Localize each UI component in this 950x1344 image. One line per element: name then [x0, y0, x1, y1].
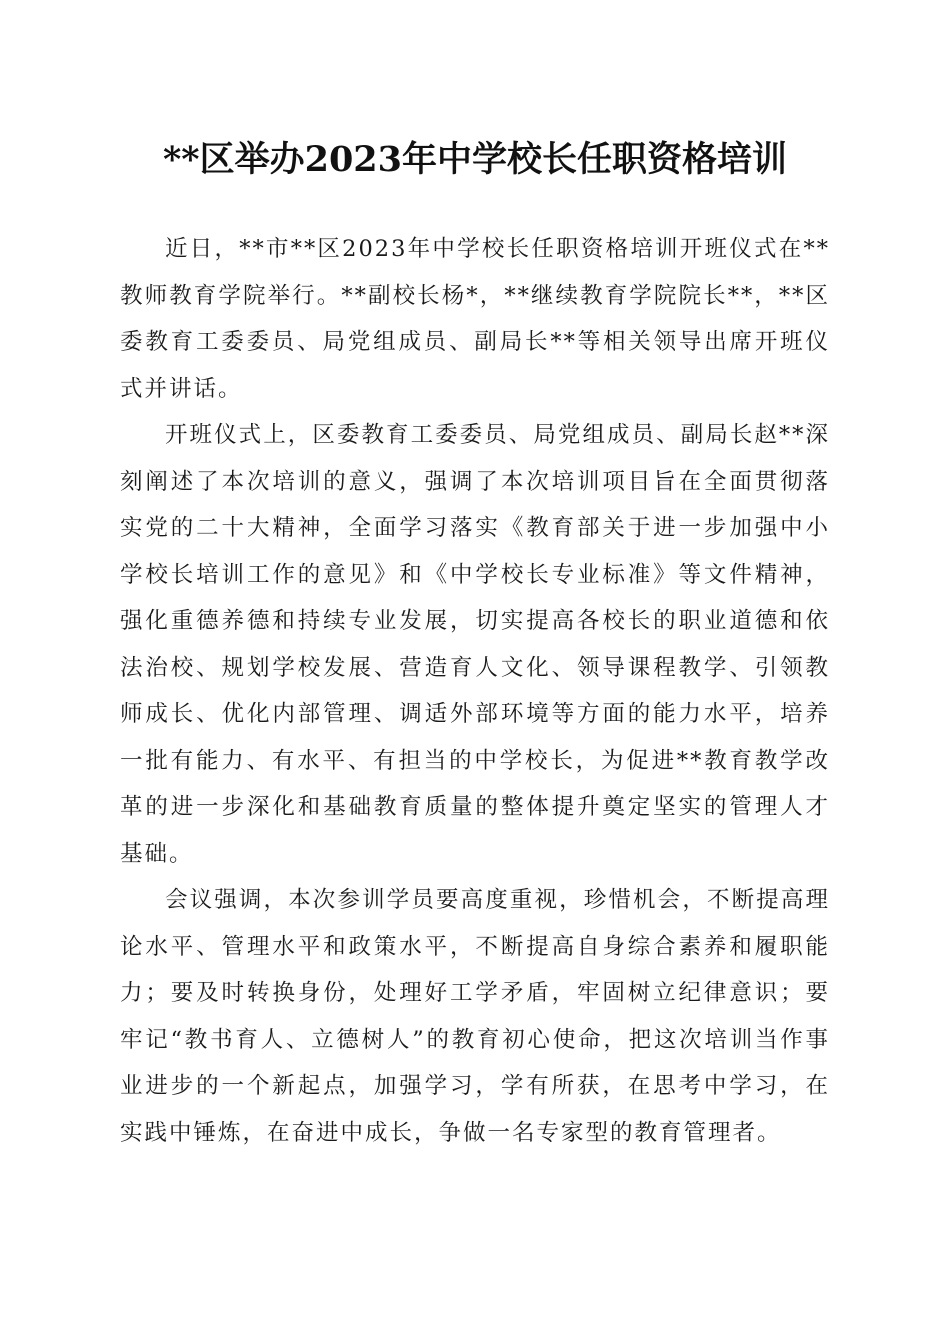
- document-title: **区举办2023年中学校长任职资格培训: [162, 139, 788, 180]
- paragraph-meeting-requirements: 会议强调，本次参训学员要高度重视，珍惜机会，不断提高理论水平、管理水平和政策水平，不断提高自身综合素养和履职能力；要及时转换身份，处理好工学矛盾，牢固树立纪律意识；要牢记“教书育人、立德树人”的教育初心使命，把这次培训当作事业进步的一个新起点，加强学习，学有所获，在思考中学习，在实践中锤炼，在奋进中成长，争做一名专家型的教育管理者。: [120, 887, 830, 1146]
- paragraph-training-significance: 开班仪式上，区委教育工委委员、局党组成员、副局长赵**深刻阐述了本次培训的意义，强调了本次培训项目旨在全面贯彻落实党的二十大精神，全面学习落实《教育部关于进一步加强中小学校长培训工作的意见》和《中学校长专业标准》等文件精神，强化重德养德和持续专业发展，切实提高各校长的职业道德和依法治校、规划学校发展、营造育人文化、领导课程教学、引领教师成长、优化内部管理、调适外部环境等方面的能力水平，培养一批有能力、有水平、有担当的中学校长，为促进**教育教学改革的进一步深化和基础教育质量的整体提升奠定坚实的管理人才基础。: [120, 422, 830, 867]
- paragraph-opening-ceremony: 近日，**市**区2023年中学校长任职资格培训开班仪式在**教师教育学院举行。**副校长杨*，**继续教育学院院长**，**区委教育工委委员、局党组成员、副局长**等相关领导出席开班仪式并讲话。: [120, 236, 830, 402]
- document-body: [120, 226, 830, 1156]
